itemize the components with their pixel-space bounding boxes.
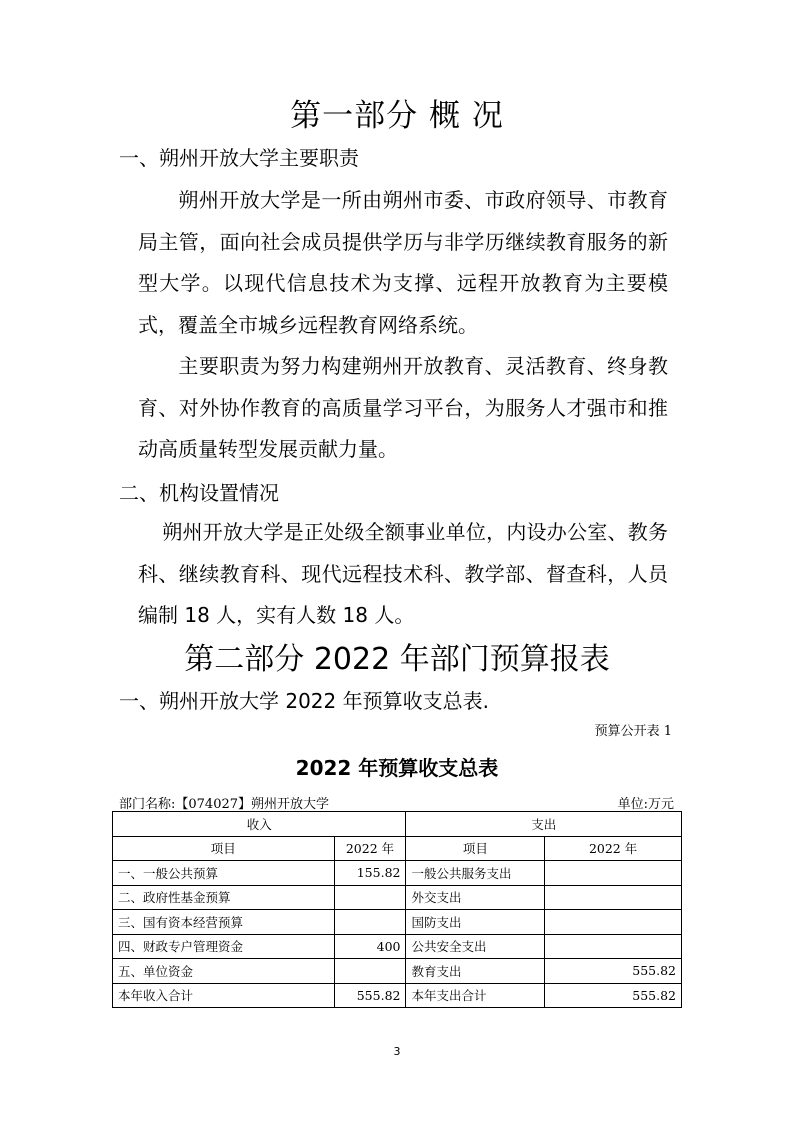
part2-title: 第二部分 2022 年部门预算报表 <box>184 642 610 677</box>
table-reference: 预算公开表 1 <box>594 724 672 739</box>
section3-title: 一、朔州开放大学 2022 年预算收支总表. <box>119 689 489 713</box>
paragraph-organization <box>138 512 668 637</box>
paragraph-organization-text: 朔州开放大学是正处级全额事业单位，内设办公室、教务科、继续教育科、现代远程技术科、教学部、督查科，人员编制 18 人，实有人数 18 人。 <box>138 520 668 627</box>
paragraph-responsibilities-text: 主要职责为努力构建朔州开放教育、灵活教育、终身教育、对外协作教育的高质量学习平台，为服务人才强市和推动高质量转型发展贡献力量。 <box>138 354 668 461</box>
income-header: 收入 <box>113 812 406 837</box>
expense-item: 国防支出 <box>406 910 545 935</box>
paragraph-duties-text: 朔州开放大学是一所由朔州市委、市政府领导、市教育局主管，面向社会成员提供学历与非学历继续教育服务的新型大学。以现代信息技术为支撑、远程开放教育为主要模式，覆盖全市城乡远程教育网络系统。 <box>138 188 668 337</box>
income-item: 本年收入合计 <box>113 983 335 1008</box>
expense-value <box>545 910 682 935</box>
table-row <box>113 959 682 984</box>
expense-item: 一般公共服务支出 <box>406 861 545 886</box>
paragraph-responsibilities <box>138 346 668 471</box>
expense-item: 外交支出 <box>406 885 545 910</box>
unit-label: 单位:万元 <box>617 797 674 812</box>
income-item: 四、财政专户管理资金 <box>113 934 335 959</box>
income-value <box>334 910 406 935</box>
expense-item: 本年支出合计 <box>406 983 545 1008</box>
expense-value: 555.82 <box>545 959 682 984</box>
expense-value <box>545 934 682 959</box>
income-value: 155.82 <box>334 861 406 886</box>
department-label: 部门名称:【074027】朔州开放大学 <box>119 797 330 812</box>
income-item-header: 项目 <box>113 836 335 861</box>
table-group-header-row <box>113 812 682 837</box>
expense-item: 公共安全支出 <box>406 934 545 959</box>
expense-value <box>545 885 682 910</box>
expense-header: 支出 <box>406 812 682 837</box>
table-column-header-row <box>113 836 682 861</box>
budget-summary-table <box>112 811 682 1008</box>
expense-value <box>545 861 682 886</box>
page-number: 3 <box>393 1045 401 1058</box>
income-value <box>334 885 406 910</box>
income-item: 五、单位资金 <box>113 959 335 984</box>
section2-title: 二、机构设置情况 <box>119 481 279 505</box>
table-row <box>113 934 682 959</box>
part1-title: 第一部分 概 况 <box>290 98 504 134</box>
table-row <box>113 910 682 935</box>
expense-item-header: 项目 <box>406 836 545 861</box>
paragraph-duties <box>138 180 668 346</box>
income-value <box>334 959 406 984</box>
table-row <box>113 861 682 886</box>
income-value: 400 <box>334 934 406 959</box>
income-value: 555.82 <box>334 983 406 1008</box>
expense-year-header: 2022 年 <box>545 836 682 861</box>
section1-title: 一、朔州开放大学主要职责 <box>119 146 359 170</box>
income-item: 二、政府性基金预算 <box>113 885 335 910</box>
income-item: 三、国有资本经营预算 <box>113 910 335 935</box>
expense-value: 555.82 <box>545 983 682 1008</box>
expense-item: 教育支出 <box>406 959 545 984</box>
table-title: 2022 年预算收支总表 <box>295 756 499 780</box>
table-row <box>113 885 682 910</box>
table-total-row <box>113 983 682 1008</box>
income-year-header: 2022 年 <box>334 836 406 861</box>
income-item: 一、一般公共预算 <box>113 861 335 886</box>
